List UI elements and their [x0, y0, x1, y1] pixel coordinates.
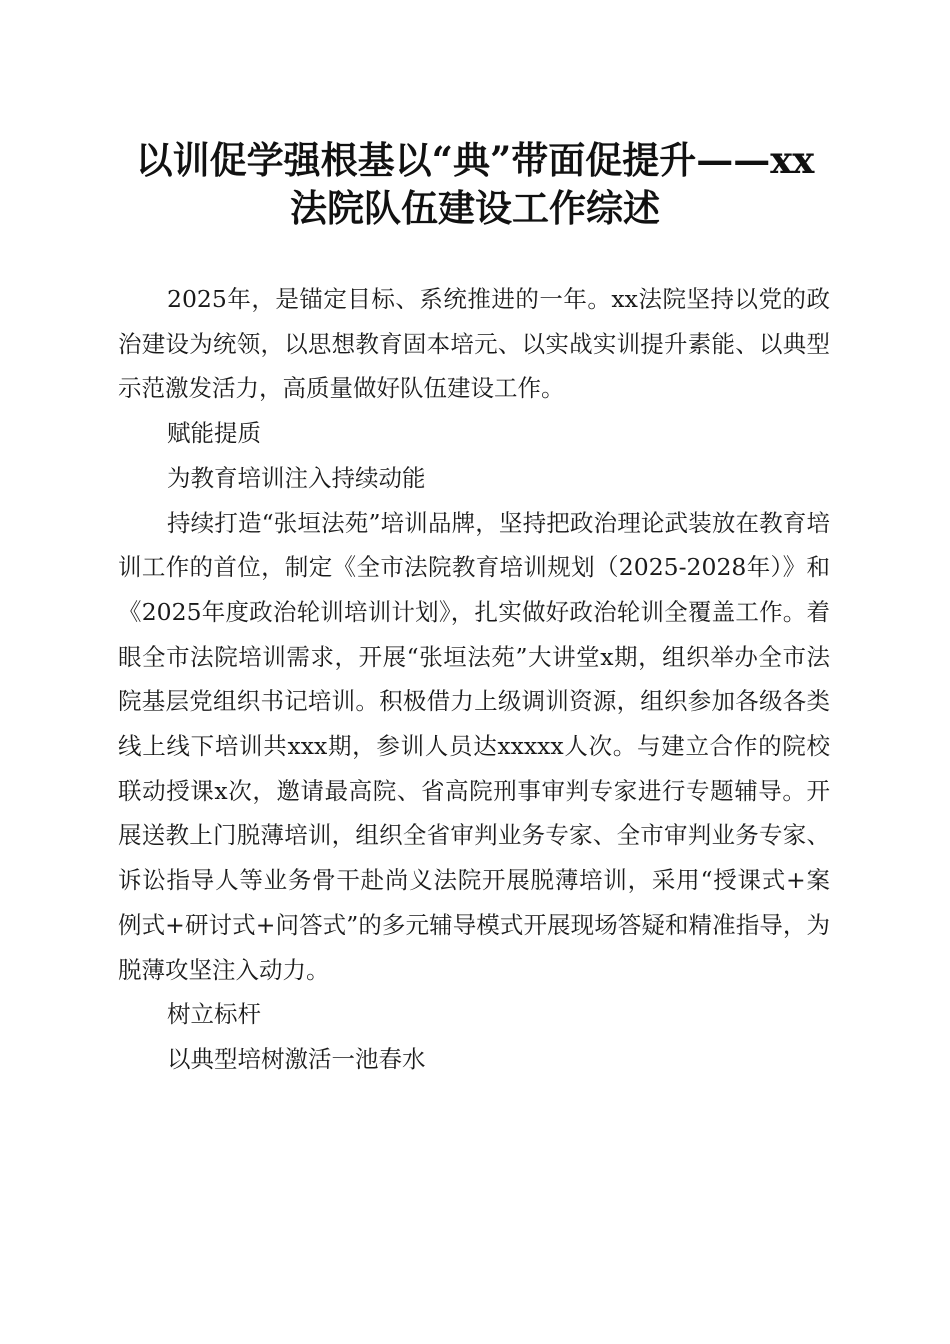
section-1-heading: 赋能提质: [167, 419, 261, 448]
section-2-subheading: 以典型培树激活一池春水: [167, 1044, 426, 1073]
title-line-2: 法院队伍建设工作综述: [290, 186, 660, 230]
document-body: [118, 277, 830, 1082]
document-title: [110, 136, 840, 232]
intro-paragraph: 2025年，是锚定目标、系统推进的一年。xx法院坚持以党的政治建设为统领，以思想教育固本培元、以实战实训提升素能、以典型示范激发活力，高质量做好队伍建设工作。: [118, 285, 830, 403]
section-1-subheading: 为教育培训注入持续动能: [167, 463, 426, 492]
section-2-heading: 树立标杆: [167, 1000, 261, 1029]
title-line-1: 以训促学强根基以“典”带面促提升——xx: [135, 138, 815, 182]
section-1-paragraph: 持续打造“张垣法苑”培训品牌，坚持把政治理论武装放在教育培训工作的首位，制定《全市法院教育培训规划（2025-2028年）》和《2025年度政治轮训培训计划》，扎实做好政治轮训全覆盖工作。着眼全市法院培训需求，开展“张垣法苑”大讲堂x期，组织举办全市法院基层党组织书记培训。积极借力上级调训资源，组织参加各级各类线上线下培训共xxx期，参训人员达xxxxx人次。与建立合作的院校联动授课x次，邀请最高院、省高院刑事审判专家进行专题辅导。开展送教上门脱薄培训，组织全省审判业务专家、全市审判业务专家、诉讼指导人等业务骨干赴尚义法院开展脱薄培训，采用“授课式+案例式+研讨式+问答式”的多元辅导模式开展现场答疑和精准指导，为脱薄攻坚注入动力。: [118, 508, 830, 984]
